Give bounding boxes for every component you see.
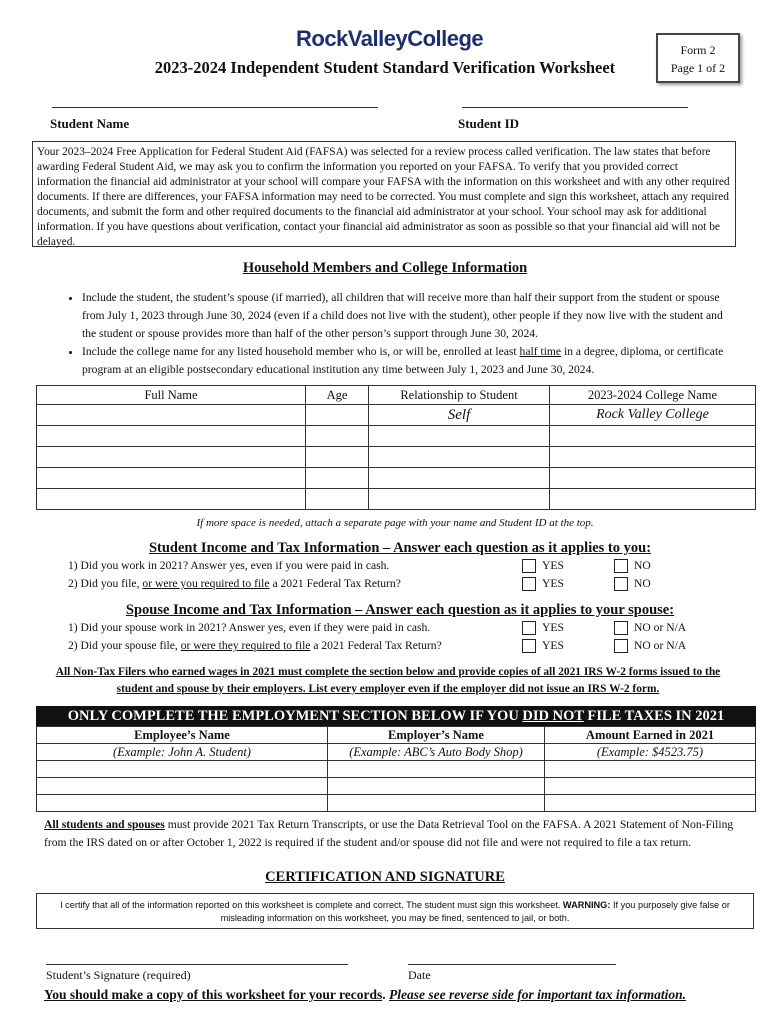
household-bullet-1: • Include the student, the student’s spouse (if married), all children that will receive more than half their support from the student or spouse from July 1, 2023 through June 30, 2024 (even if a child does not live with the student), other people if they now live with the student and the student or spouse provides more than half of the other person’s support through June 30, 2024. xyxy=(82,289,732,343)
spouse-income-heading: Spouse Income and Tax Information – Answer each question as it applies to your spouse: xyxy=(125,602,675,618)
non-tax-filer-note: All Non-Tax Filers who earned wages in 2021 must complete the section below and provide copies of all 2021 IRS W-2 forms issued to the student and spouse by their employers. List every employer even if the employer did not issue an IRS W-2 form. xyxy=(55,666,721,695)
student-q2: 2) Did you file, or were you required to file a 2021 Federal Tax Return? xyxy=(68,577,401,590)
spouse-q2-yes-label: YES xyxy=(542,639,564,652)
household-table xyxy=(36,385,756,510)
student-q1-no-checkbox[interactable] xyxy=(614,559,628,573)
student-id-line[interactable] xyxy=(462,107,688,108)
spouse-q2-no-checkbox[interactable] xyxy=(614,639,628,653)
student-name-label: Student Name xyxy=(50,116,130,131)
certification-heading: CERTIFICATION AND SIGNATURE xyxy=(265,869,505,885)
table-row xyxy=(37,468,756,489)
date-label: Date xyxy=(408,968,431,982)
col-full-name: Full Name xyxy=(37,386,306,405)
spouse-q1-no-checkbox[interactable] xyxy=(614,621,628,635)
col-employer-name: Employer’s Name xyxy=(328,727,545,744)
page-title: 2023-2024 Independent Student Standard Verification Worksheet xyxy=(154,58,616,77)
college-logo xyxy=(296,26,483,52)
table-row xyxy=(37,405,756,426)
spouse-q1-yes-label: YES xyxy=(542,621,564,634)
table-row xyxy=(37,447,756,468)
student-q2-no-label: NO xyxy=(634,577,651,590)
col-college-name: 2023-2024 College Name xyxy=(550,386,756,405)
employment-header-row xyxy=(37,727,756,744)
col-amount-earned: Amount Earned in 2021 xyxy=(545,727,756,744)
student-q1-yes-checkbox[interactable] xyxy=(522,559,536,573)
table-row xyxy=(37,778,756,795)
relationship-cell[interactable]: Self xyxy=(369,405,550,426)
page-number: Page 1 of 2 xyxy=(670,61,726,75)
table-row xyxy=(37,489,756,510)
signature-line[interactable] xyxy=(46,964,348,965)
footer-note: You should make a copy of this worksheet for your records. Please see reverse side for important tax information. xyxy=(44,987,686,1002)
signature-label: Student’s Signature (required) xyxy=(46,968,191,982)
household-instructions xyxy=(64,289,732,379)
full-name-cell[interactable] xyxy=(37,405,306,426)
student-q1-no-label: NO xyxy=(634,559,651,572)
logo-text: RockValleyCollege xyxy=(296,26,484,51)
student-name-line[interactable] xyxy=(52,107,378,108)
student-id-label: Student ID xyxy=(458,116,520,131)
student-q2-no-checkbox[interactable] xyxy=(614,577,628,591)
example-employee: (Example: John A. Student) xyxy=(37,744,328,761)
table-row xyxy=(37,761,756,778)
spouse-q2: 2) Did your spouse file, or were they required to file a 2021 Federal Tax Return? xyxy=(68,639,442,652)
employment-table xyxy=(36,726,756,812)
college-cell[interactable]: Rock Valley College xyxy=(550,405,756,426)
spouse-q2-yes-checkbox[interactable] xyxy=(522,639,536,653)
example-employer: (Example: ABC’s Auto Body Shop) xyxy=(328,744,545,761)
student-q2-yes-checkbox[interactable] xyxy=(522,577,536,591)
transcript-paragraph: All students and spouses must provide 2021 Tax Return Transcripts, or use the Data Retrieval Tool on the FAFSA. A 2021 Statement of Non-Filing from the IRS dated on or after October 1, 2022 is required if the student and/or spouse did not file and were not required to file a tax return. xyxy=(44,818,734,849)
date-line[interactable] xyxy=(408,964,616,965)
household-table-header xyxy=(37,386,756,405)
form-number: Form 2 xyxy=(680,43,716,57)
age-cell[interactable] xyxy=(306,405,369,426)
household-bullet-2: • Include the college name for any listed household member who is, or will be, enrolled at least half time in a degree, diploma, or certificate program at an eligible postsecondary educational institution any time between July 1, 2023 and June 30, 2024. xyxy=(82,343,732,379)
student-q1-yes-label: YES xyxy=(542,559,564,572)
spouse-q1-no-label: NO or N/A xyxy=(634,621,687,634)
example-amount: (Example: $4523.75) xyxy=(545,744,756,761)
student-q2-yes-label: YES xyxy=(542,577,564,590)
spouse-q1: 1) Did your spouse work in 2021? Answer yes, even if they were paid in cash. xyxy=(68,621,431,634)
intro-paragraph: Your 2023–2024 Free Application for Federal Student Aid (FAFSA) was selected for a review process called verification. The law states that before awarding Federal Student Aid, we may ask you to confirm the information you reported on your FAFSA. To verify that you provided correct information the financial aid administrator at your school will compare your FAFSA with the information on this worksheet and with any other required documents. If there are differences, your FAFSA information may need to be corrected. You must complete and sign this worksheet, attach any required documents, and submit the form and other required documents to the financial aid administrator at your school. Your school may ask for additional information. If you have questions about verification, contact your financial aid administrator as soon as possible so that your financial aid will not be delayed. xyxy=(32,141,736,247)
spouse-q1-yes-checkbox[interactable] xyxy=(522,621,536,635)
table-row xyxy=(37,795,756,812)
household-heading: Household Members and College Information xyxy=(242,260,528,276)
household-note: If more space is needed, attach a separate page with your name and Student ID at the top. xyxy=(196,517,594,529)
student-q1: 1) Did you work in 2021? Answer yes, even if you were paid in cash. xyxy=(68,559,390,572)
table-row xyxy=(37,426,756,447)
col-relationship: Relationship to Student xyxy=(369,386,550,405)
employment-section-bar: ONLY COMPLETE THE EMPLOYMENT SECTION BELOW IF YOU DID NOT FILE TAXES IN 2021 xyxy=(36,706,756,726)
col-age: Age xyxy=(306,386,369,405)
student-income-heading: Student Income and Tax Information – Answer each question as it applies to you: xyxy=(148,540,652,556)
employment-example-row xyxy=(37,744,756,761)
certification-statement: I certify that all of the information reported on this worksheet is complete and correct. The student must sign this worksheet. WARNING: If you purposely give false or misleading information on this worksheet, you may be fined, sentenced to jail, or both. xyxy=(36,893,754,929)
col-employee-name: Employee’s Name xyxy=(37,727,328,744)
spouse-q2-no-label: NO or N/A xyxy=(634,639,687,652)
